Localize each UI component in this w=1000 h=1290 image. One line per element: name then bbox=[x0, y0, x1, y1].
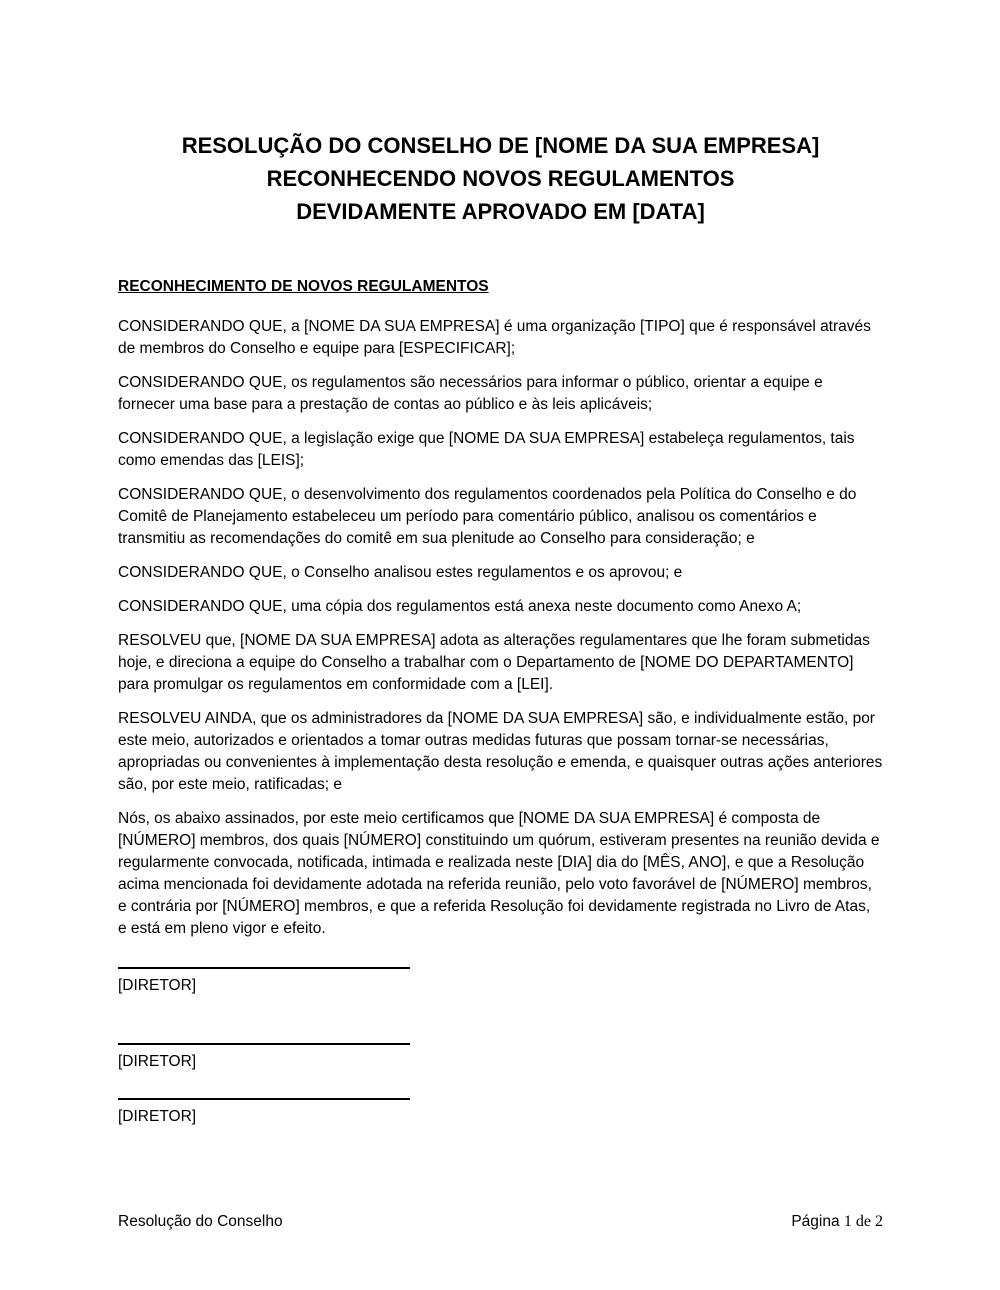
signature-label: [DIRETOR] bbox=[118, 1053, 197, 1070]
paragraph-considerando-5: CONSIDERANDO QUE, o Conselho analisou estes regulamentos e os aprovou; e bbox=[118, 564, 683, 581]
footer bbox=[118, 1211, 883, 1233]
paragraph-considerando-4: CONSIDERANDO QUE, o desenvolvimento dos regulamentos coordenados pela Política do Conselho e do Comitê de Planejamento estabeleceu um período para comentário público, analisou os comentários e transmitiu as recomendações do comitê em sua plenitude ao Conselho para consideração; e bbox=[118, 486, 857, 547]
paragraph-resolveu-ainda: RESOLVEU AINDA, que os administradores da [NOME DA SUA EMPRESA] são, e individualmente estão, por este meio, autorizados e orientados a tomar outras medidas futuras que possam tornar-se necessárias, apropriadas ou convenientes à implementação desta resolução e emenda, e quaisquer outras ações anteriores são, por este meio, ratificadas; e bbox=[118, 710, 883, 793]
paragraph-resolveu: RESOLVEU que, [NOME DA SUA EMPRESA] adota as alterações regulamentares que lhe foram submetidas hoje, e direciona a equipe do Conselho a trabalhar com o Departamento de [NOME DO DEPARTAMENTO] para promulgar os regulamentos em conformidade com a [LEI]. bbox=[118, 632, 870, 693]
page-number-value: 1 de 2 bbox=[843, 1213, 883, 1230]
signature-block bbox=[118, 1043, 883, 1073]
paragraph-considerando-1: CONSIDERANDO QUE, a [NOME DA SUA EMPRESA] é uma organização [TIPO] que é responsável através de membros do Conselho e equipe para [ESPECIFICAR]; bbox=[118, 318, 871, 357]
signature-label: [DIRETOR] bbox=[118, 977, 197, 994]
paragraph-considerando-6: CONSIDERANDO QUE, uma cópia dos regulamentos está anexa neste documento como Anexo A; bbox=[118, 598, 802, 615]
signature-section bbox=[118, 967, 883, 1128]
document-title-line-1: RESOLUÇÃO DO CONSELHO DE [NOME DA SUA EMPRESA] bbox=[181, 133, 820, 158]
document-title-line-3: DEVIDAMENTE APROVADO EM [DATA] bbox=[296, 199, 705, 224]
paragraph-considerando-2: CONSIDERANDO QUE, os regulamentos são necessários para informar o público, orientar a equipe e fornecer uma base para a prestação de contas ao público e às leis aplicáveis; bbox=[118, 374, 823, 413]
section-heading: RECONHECIMENTO DE NOVOS REGULAMENTOS bbox=[118, 278, 489, 295]
signature-block bbox=[118, 1098, 883, 1128]
document-title-line-2: RECONHECENDO NOVOS REGULAMENTOS bbox=[266, 166, 735, 191]
signature-label: [DIRETOR] bbox=[118, 1108, 197, 1125]
signature-block bbox=[118, 967, 883, 997]
paragraph-certification: Nós, os abaixo assinados, por este meio certificamos que [NOME DA SUA EMPRESA] é composta de [NÚMERO] membros, dos quais [NÚMERO] constituindo um quórum, estiveram presentes na reunião devida e regularmente convocada, notificada, intimada e realizada neste [DIA] dia do [MÊS, ANO], e que a Resolução acima mencionada foi devidamente adotada na referida reunião, pelo voto favorável de [NÚMERO] membros, e contrária por [NÚMERO] membros, e que a referida Resolução foi devidamente registrada no Livro de Atas, e está em pleno vigor e efeito. bbox=[118, 810, 880, 937]
page-number bbox=[791, 1211, 883, 1233]
footer-doc-title: Resolução do Conselho bbox=[118, 1213, 283, 1230]
page-number-label: Página bbox=[791, 1213, 844, 1230]
paragraph-considerando-3: CONSIDERANDO QUE, a legislação exige que [NOME DA SUA EMPRESA] estabeleça regulamentos, tais como emendas das [LEIS]; bbox=[118, 430, 855, 469]
document-title bbox=[118, 129, 883, 228]
